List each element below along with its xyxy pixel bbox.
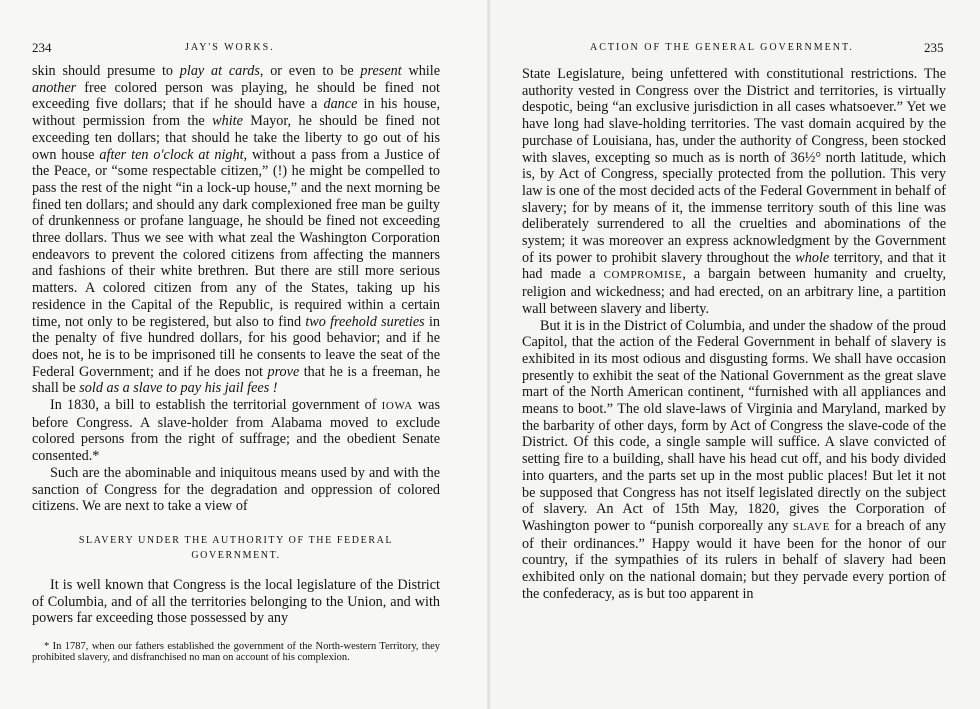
text-run: , a bargain between humanity and cruelty, religion and wickedness; and had erected, on an arbitrary line, a partition wall between slavery and liberty. (522, 266, 946, 317)
small-caps-text: IOWA (381, 400, 413, 413)
italic-text: present (360, 63, 402, 79)
paragraph (32, 397, 440, 465)
page-number: 234 (32, 40, 52, 55)
italic-text: two freehold sureties (305, 313, 425, 330)
text-run: , or even to be (259, 63, 361, 79)
paragraph (522, 318, 946, 603)
running-head: ACTION OF THE GENERAL GOVERNMENT. (590, 42, 854, 53)
paragraph (522, 66, 946, 318)
text-run: In 1830, a bill to establish the territorial government of (50, 397, 382, 414)
text-run: , without a pass from a Justice of the Peace, or “some respectable citizen,” (!) he might be compelled to pass the rest of the night “in a lock-up house,” and the next morning be fined ten dollars; and should any dark complexioned free man be guilty of drunkenness or profane language, he should be fined not exceeding three dollars. Thus we see with what zeal the Washington Corporation endeavors to prevent the colored citizens from affecting the manners and fashions of their white brethren. But there are still more serious matters. A colored citizen from any of the States, taking up his residence in the Capital of the Republic, is required within a certain time, not only to be registered, but also to find (32, 146, 440, 330)
text-run: Such are the abominable and iniquitous means used by and with the sanction of Congress for the degradation and oppression of colored citizens. We are next to take a view of (32, 464, 440, 515)
small-caps-text: SLAVE (792, 520, 830, 533)
text-run: for a breach of any of their ordinances.” Happy would it have been for the honor of our country, if the sympathies of its rulers in behalf of slavery had been exhibited only on the national domain; but they pervade every portion of the confederacy, as is but too apparent in (522, 517, 946, 602)
text-run: was before Congress. A slave-holder from Alabama moved to exclude colored persons from the right of suffrage; and the obedient Senate consented.* (32, 397, 440, 465)
body-text (522, 66, 946, 603)
body-text (32, 63, 440, 627)
text-run: territory, and that it had made a (522, 249, 946, 283)
section-heading-line: SLAVERY UNDER THE AUTHORITY OF THE FEDERAL (78, 534, 394, 546)
text-run: Mayor, he should be fined not exceeding ten dollars; that should he take the liberty to go out of his own house (32, 113, 441, 163)
text-run: that he is a freeman, he shall be (32, 363, 440, 397)
section-heading (32, 533, 440, 563)
paragraph (32, 465, 440, 515)
text-run: while (401, 63, 440, 79)
text-run: in his house, without permission from the (32, 96, 440, 130)
italic-text: sold as a slave to pay his jail fees ! (79, 380, 278, 397)
italic-text: play at cards (179, 63, 260, 79)
italic-text: another (32, 79, 77, 96)
italic-text: after ten o'clock at night (99, 146, 244, 163)
italic-text: white (212, 113, 243, 130)
small-caps-text: COMPROMISE (603, 269, 683, 282)
text-run: But it is in the District of Columbia, and under the shadow of the proud Capitol, that the action of the Federal Government in behalf of slavery is exhibited in its most odious and disgusting forms. We shall have occasion presently to exhibit the seat of the National Government as the great slave mart of the North American continent, “furnished with all appliances and means to boot.” The old slave-laws of Virginia and Maryland, marked by the barbarity of other days, form by Act of Congress the slave-code of the District. Of this code, a single sample will suffice. A slave convicted of setting fire to a building, shall have his head cut off, and his body divided into quarters, and the parts set up in the most public places! But let it not be supposed that Congress has not itself legislated directly on the subject of slavery. An Act of 15th May, 1820, gives the Corporation of Washington power to “punish corporeally any (522, 317, 946, 534)
text-run: It is well known that Congress is the local legislature of the District of Columbia, and of all the territories belonging to the Union, and with powers far exceeding those possessed by any (32, 576, 440, 627)
paragraph (32, 577, 440, 627)
section-heading-line: GOVERNMENT. (191, 549, 281, 561)
italic-text: prove (267, 363, 300, 380)
text-run: skin should presume to (32, 63, 180, 79)
text-run: free colored person was playing, he should be fined not exceeding five dollars; that if he should have a (32, 79, 440, 113)
italic-text: dance (323, 96, 358, 113)
italic-text: whole (795, 249, 830, 266)
running-head: JAY'S WORKS. (185, 42, 275, 53)
text-run: in the penalty of five hundred dollars, for his good behavior; and if he does not, he is to be imprisoned till he consents to leave the seat of the Federal Government; and if he does not (32, 313, 440, 380)
text-run: State Legislature, being unfettered with constitutional restrictions. The authority vested in Congress over the District and territories, is virtually despotic, being “an exclusive jurisdiction in all cases whatsoever.” Yet we have long had slave-holding territories. The vast domain acquired by the purchase of Louisiana, has, under the authority of Congress, been stocked with slaves, excepting so much as is north of 36½° north latitude, which is, by Act of Congress, specially protected from the pollution. This very law is one of the most decided acts of the Federal Government in behalf of slavery; for by means of it, the immense territory south of this line was deliberately surrendered to all the cruelties and abominations of the system; it was moreover an express acknowledgment by the Government of its power to prohibit slavery throughout the (522, 66, 946, 266)
page-number: 235 (924, 40, 944, 55)
footnote: * In 1787, when our fathers established the government of the North-western Territory, they prohibited slavery, and disfranchised no man on account of his complexion. (32, 641, 440, 663)
right-page (490, 0, 980, 709)
paragraph (32, 63, 440, 397)
